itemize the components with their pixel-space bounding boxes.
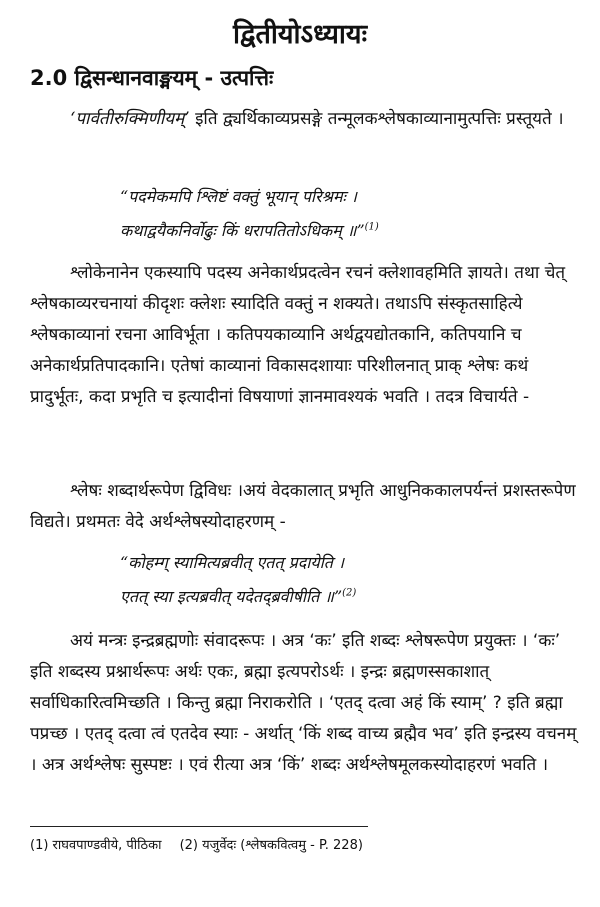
paragraph-4: अयं मन्त्रः इन्द्रब्रह्मणोः संवादरूपः । अत्र ‘कः’ इति शब्दः श्लेषरूपेण प्रयुक्तः । ‘कः’ इति शब्दस्य प्रश्नार्थरूपः अर्थः एकः, ब्रह्मा इत्यपरोऽर्थः । इन्द्रः ब्रह्मणस्सकाशात् सर्वाधिकारित्वमिच्छति । किन्तु ब्रह्मा निराकरोति । ‘एतद् दत्वा अहं किं स्याम्’ ? इति ब्रह्मा पप्रच्छ । एतद् दत्वा त्वं एतदेव स्याः - अर्थात् ‘किं शब्द वाच्य ब्रह्मैव भव’ इति इन्द्रस्य वचनम् । अत्र अर्थश्लेषः सुस्पष्टः । एवं रीत्या अत्र ‘किं’ शब्दः अर्थश्लेषमूलकस्योदाहरणं भवति । [30, 631, 577, 775]
footnotes [30, 836, 570, 856]
verse-1-line-2: कथाद्वयैकनिर्वोढुः किं धरापतितोऽधिकम् ॥” [120, 221, 365, 240]
intro-text: इति द्व्यर्थिकाव्यप्रसङ्गे तन्मूलकश्लेषकाव्यानामुत्पत्तिः प्रस्तूयते । [189, 109, 564, 129]
footnote-divider [30, 826, 368, 827]
verse-2 [120, 546, 550, 614]
paragraph-2: श्लोकेनानेन एकस्यापि पदस्य अनेकार्थप्रदत्वेन रचनं क्लेशावहमिति ज्ञायते। तथा चेत् श्लेषकाव्यरचनायां कीदृशः क्लेशः स्यादिति वक्तुं न शक्यते। तथाऽपि संस्कृतसाहित्ये श्लेषकाव्यानां रचना आविर्भूता । कतिपयकाव्यानि अर्थद्वयद्योतकानि, कतिपयानि च अनेकार्थप्रतिपादकानि। एतेषां काव्यानां विकासदशायाः परिशीलनात् प्राक् श्लेषः कथं प्रादुर्भूतः, कदा प्रभृति च इत्यादीनां विषयाणां ज्ञानमावश्यकं भवति । तदत्र विचार्यते - [30, 263, 566, 407]
footnote-2: (2) यजुर्वेदः (श्लेषकवित्वमु - P. 228) [179, 838, 363, 853]
intro-paragraph [30, 104, 585, 135]
verse-2-line-2: एतत् स्या इत्यब्रवीत् यदेतद्ब्रवीषीति ॥” [120, 587, 343, 606]
paragraph-3: श्लेषः शब्दार्थरूपेण द्विविधः ।अयं वेदकालात् प्रभृति आधुनिककालपर्यन्तं प्रशस्तरूपेण विद्यते। प्रथमतः वेदे अर्थश्लेषस्योदाहरणम् - [30, 481, 576, 532]
work-title-quote: ‘पार्वतीरुक्मिणीयम्’ [70, 109, 190, 129]
footnote-1: (1) राघवपाण्डवीये, पीठिका [30, 838, 162, 853]
footnote-ref-1: (1) [364, 221, 379, 233]
verse-1-line-1: “पदमेकमपि श्लिष्टं वक्तुं भूयान् परिश्रमः । [120, 187, 357, 206]
section-heading: 2.0 द्विसन्धानवाङ्मयम् - उत्पत्तिः [30, 66, 274, 90]
verse-1 [120, 180, 550, 248]
chapter-title: द्वितीयोऽध्यायः [232, 19, 368, 50]
verse-2-line-1: “कोहम्ग् स्यामित्यब्रवीत् एतत् प्रदायेति । [120, 553, 345, 572]
footnote-ref-2: (2) [342, 587, 357, 599]
